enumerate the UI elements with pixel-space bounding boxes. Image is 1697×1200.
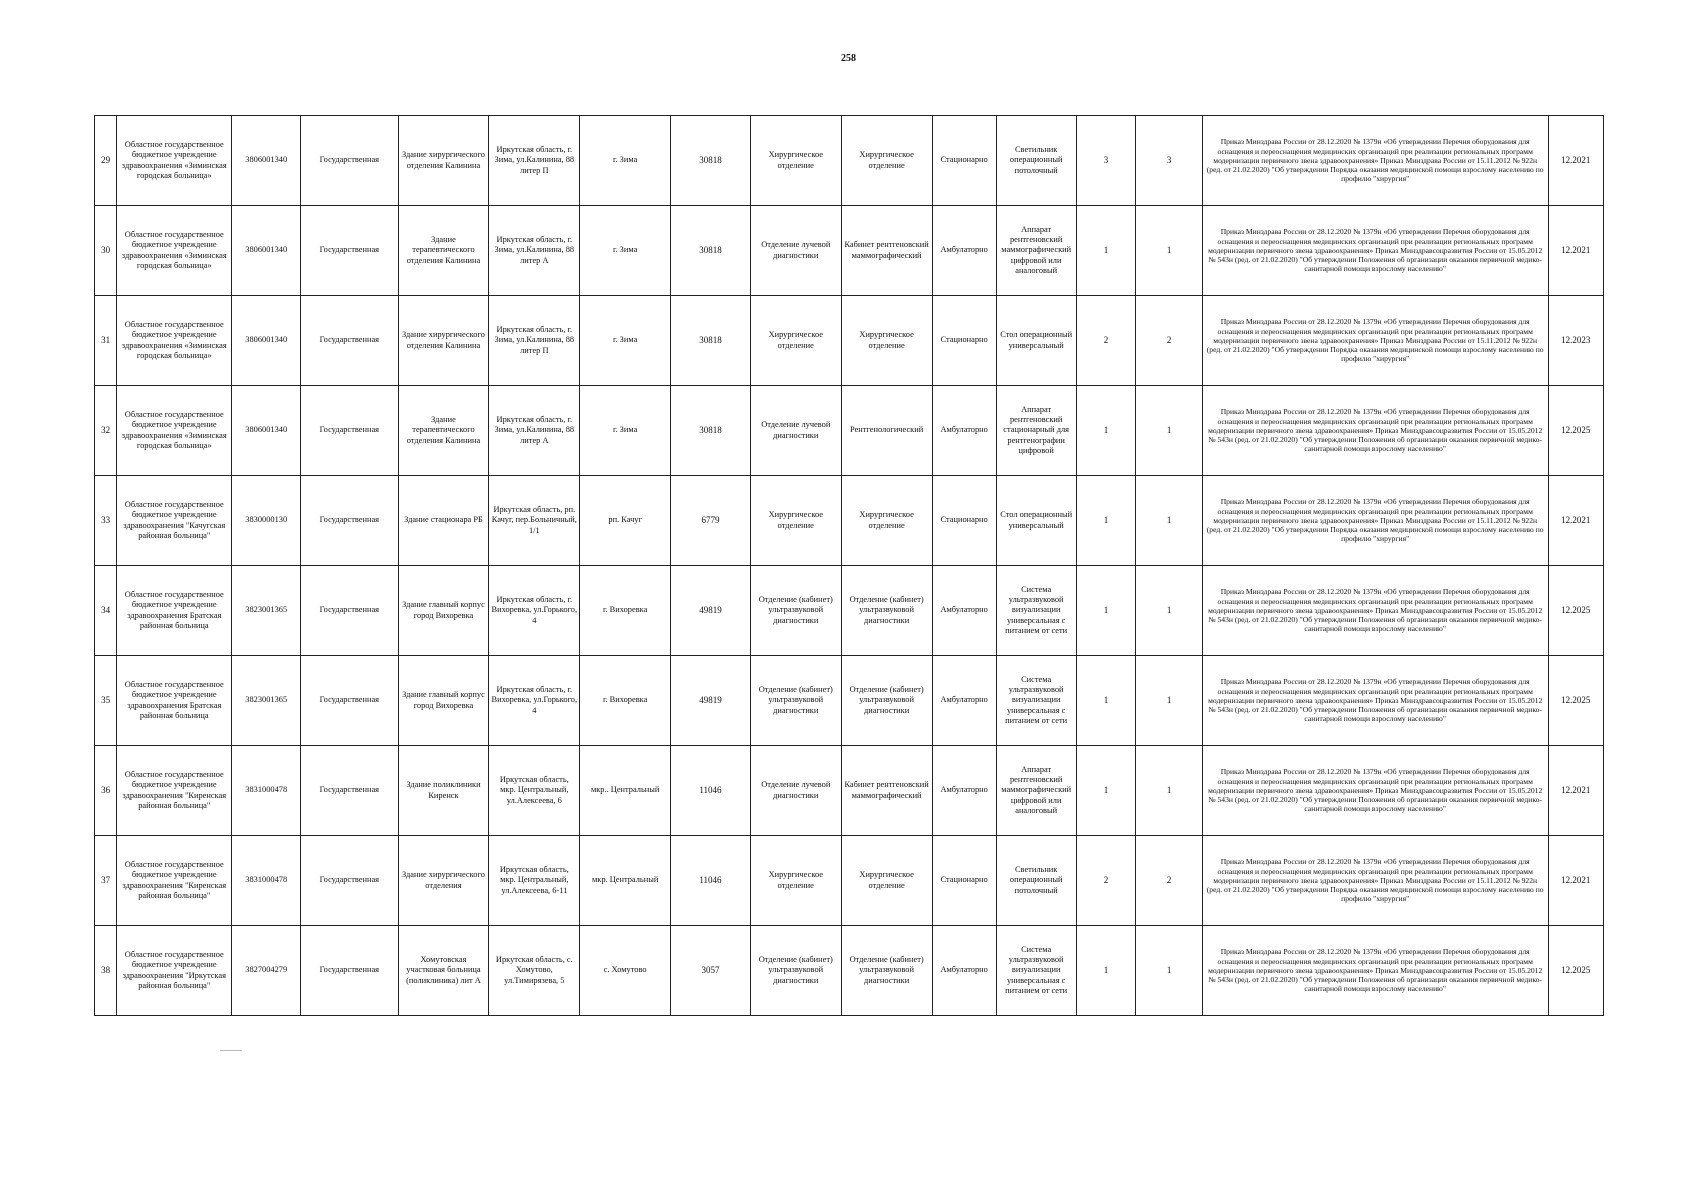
table-row bbox=[95, 566, 1604, 656]
cell-locality: мкр. Центральный bbox=[580, 836, 671, 926]
cell-population: 30818 bbox=[671, 296, 751, 386]
cell-address: Иркутская область, г. Зима, ул.Калинина, 88 литер П bbox=[489, 296, 580, 386]
cell-legal-basis: Приказ Минздрава России от 28.12.2020 № 1379н «Об утверждении Перечня оборудования для оснащения и переоснащения медицинских организаций при реализации региональных программ модернизации первичного звена здравоохранения» Приказ Минздравсоцразвития России от 15.05.2012 № 543н (ред. от 21.02.2020) "Об утверждении Положения об организации оказания первичной медико-санитарной помощи взрослому населению" bbox=[1202, 656, 1548, 746]
cell-deadline: 12.2025 bbox=[1548, 566, 1603, 656]
cell-unit-name: Хирургическое отделение bbox=[841, 296, 932, 386]
cell-inn-code: 3831000478 bbox=[232, 836, 301, 926]
cell-quantity-required: 2 bbox=[1076, 296, 1136, 386]
cell-organization-name: Областное государственное бюджетное учреждение здравоохранения «Зиминская городская больница» bbox=[117, 296, 232, 386]
table-row bbox=[95, 746, 1604, 836]
cell-unit-name: Отделение (кабинет) ультразвуковой диагностики bbox=[841, 656, 932, 746]
cell-organization-name: Областное государственное бюджетное учреждение здравоохранения «Зиминская городская больница» bbox=[117, 206, 232, 296]
cell-locality: г. Зима bbox=[580, 116, 671, 206]
cell-deadline: 12.2021 bbox=[1548, 746, 1603, 836]
cell-care-mode: Амбулаторно bbox=[932, 206, 996, 296]
cell-address: Иркутская область, рп. Качуг, пер.Больничный, 1/1 bbox=[489, 476, 580, 566]
cell-quantity-planned: 1 bbox=[1136, 206, 1202, 296]
cell-department: Отделение (кабинет) ультразвуковой диагностики bbox=[750, 926, 841, 1016]
cell-care-mode: Стационарно bbox=[932, 836, 996, 926]
cell-organization-name: Областное государственное бюджетное учреждение здравоохранения Братская районная больница bbox=[117, 566, 232, 656]
cell-department: Хирургическое отделение bbox=[750, 836, 841, 926]
cell-organization-name: Областное государственное бюджетное учреждение здравоохранения "Качугская районная больница" bbox=[117, 476, 232, 566]
cell-population: 11046 bbox=[671, 836, 751, 926]
cell-ownership-form: Государственная bbox=[301, 836, 398, 926]
cell-care-mode: Амбулаторно bbox=[932, 926, 996, 1016]
table-row bbox=[95, 926, 1604, 1016]
cell-locality: рп. Качуг bbox=[580, 476, 671, 566]
cell-inn-code: 3823001365 bbox=[232, 566, 301, 656]
cell-building-name: Здание поликлиники Киренск bbox=[398, 746, 489, 836]
cell-deadline: 12.2021 bbox=[1548, 116, 1603, 206]
cell-department: Хирургическое отделение bbox=[750, 476, 841, 566]
cell-locality: г. Вихоревка bbox=[580, 656, 671, 746]
cell-ownership-form: Государственная bbox=[301, 476, 398, 566]
cell-quantity-planned: 2 bbox=[1136, 836, 1202, 926]
table-row bbox=[95, 116, 1604, 206]
cell-unit-name: Отделение (кабинет) ультразвуковой диагностики bbox=[841, 926, 932, 1016]
scan-mark bbox=[220, 1050, 242, 1051]
cell-address: Иркутская область, с. Хомутово, ул.Тимирязева, 5 bbox=[489, 926, 580, 1016]
cell-population: 49819 bbox=[671, 656, 751, 746]
cell-equipment-name: Система ультразвуковой визуализации универсальная с питанием от сети bbox=[996, 926, 1076, 1016]
cell-equipment-name: Светильник операционный потолочный bbox=[996, 836, 1076, 926]
cell-row-number: 34 bbox=[95, 566, 117, 656]
cell-address: Иркутская область, г. Зима, ул.Калинина, 88 литер А bbox=[489, 386, 580, 476]
cell-care-mode: Амбулаторно bbox=[932, 746, 996, 836]
table-row bbox=[95, 206, 1604, 296]
cell-care-mode: Амбулаторно bbox=[932, 386, 996, 476]
cell-locality: г. Зима bbox=[580, 386, 671, 476]
cell-quantity-required: 1 bbox=[1076, 656, 1136, 746]
cell-deadline: 12.2025 bbox=[1548, 386, 1603, 476]
cell-unit-name: Отделение (кабинет) ультразвуковой диагностики bbox=[841, 566, 932, 656]
cell-row-number: 33 bbox=[95, 476, 117, 566]
cell-department: Отделение (кабинет) ультразвуковой диагностики bbox=[750, 566, 841, 656]
table-row bbox=[95, 836, 1604, 926]
cell-department: Хирургическое отделение bbox=[750, 296, 841, 386]
cell-department: Отделение лучевой диагностики bbox=[750, 386, 841, 476]
cell-ownership-form: Государственная bbox=[301, 656, 398, 746]
cell-locality: с. Хомутово bbox=[580, 926, 671, 1016]
cell-inn-code: 3827004279 bbox=[232, 926, 301, 1016]
cell-locality: мкр.. Центральный bbox=[580, 746, 671, 836]
cell-unit-name: Кабинет рентгеновский маммографический bbox=[841, 746, 932, 836]
cell-organization-name: Областное государственное бюджетное учреждение здравоохранения "Киренская районная больница" bbox=[117, 746, 232, 836]
cell-building-name: Здание хирургического отделения Калинина bbox=[398, 116, 489, 206]
cell-population: 6779 bbox=[671, 476, 751, 566]
cell-unit-name: Хирургическое отделение bbox=[841, 836, 932, 926]
cell-equipment-name: Система ультразвуковой визуализации универсальная с питанием от сети bbox=[996, 656, 1076, 746]
cell-building-name: Здание терапевтического отделения Калинина bbox=[398, 386, 489, 476]
cell-legal-basis: Приказ Минздрава России от 28.12.2020 № 1379н «Об утверждении Перечня оборудования для оснащения и переоснащения медицинских организаций при реализации региональных программ модернизации первичного звена здравоохранения» Приказ Минздрава России от 15.11.2012 № 922н (ред. от 21.02.2020) "Об утверждении Порядка оказания медицинской помощи взрослому населению по профилю "хирургия" bbox=[1202, 836, 1548, 926]
table-row bbox=[95, 386, 1604, 476]
cell-unit-name: Хирургическое отделение bbox=[841, 116, 932, 206]
table-row bbox=[95, 296, 1604, 386]
table-row bbox=[95, 476, 1604, 566]
cell-locality: г. Зима bbox=[580, 206, 671, 296]
cell-unit-name: Хирургическое отделение bbox=[841, 476, 932, 566]
cell-legal-basis: Приказ Минздрава России от 28.12.2020 № 1379н «Об утверждении Перечня оборудования для оснащения и переоснащения медицинских организаций при реализации региональных программ модернизации первичного звена здравоохранения» Приказ Минздравсоцразвития России от 15.05.2012 № 543н (ред. от 21.02.2020) "Об утверждении Положения об организации оказания первичной медико-санитарной помощи взрослому населению" bbox=[1202, 206, 1548, 296]
cell-legal-basis: Приказ Минздрава России от 28.12.2020 № 1379н «Об утверждении Перечня оборудования для оснащения и переоснащения медицинских организаций при реализации региональных программ модернизации первичного звена здравоохранения» Приказ Минздравсоцразвития России от 15.05.2012 № 543н (ред. от 21.02.2020) "Об утверждении Положения об организации оказания первичной медико-санитарной помощи взрослому населению" bbox=[1202, 746, 1548, 836]
cell-row-number: 35 bbox=[95, 656, 117, 746]
cell-building-name: Здание хирургического отделения Калинина bbox=[398, 296, 489, 386]
cell-department: Отделение (кабинет) ультразвуковой диагностики bbox=[750, 656, 841, 746]
cell-population: 30818 bbox=[671, 116, 751, 206]
cell-quantity-planned: 1 bbox=[1136, 476, 1202, 566]
cell-care-mode: Амбулаторно bbox=[932, 566, 996, 656]
table-body bbox=[95, 116, 1604, 1016]
cell-quantity-required: 1 bbox=[1076, 926, 1136, 1016]
cell-deadline: 12.2021 bbox=[1548, 836, 1603, 926]
cell-address: Иркутская область, г. Вихоревка, ул.Горького, 4 bbox=[489, 656, 580, 746]
cell-quantity-planned: 3 bbox=[1136, 116, 1202, 206]
cell-organization-name: Областное государственное бюджетное учреждение здравоохранения "Киренская районная больница" bbox=[117, 836, 232, 926]
cell-row-number: 30 bbox=[95, 206, 117, 296]
cell-ownership-form: Государственная bbox=[301, 296, 398, 386]
cell-legal-basis: Приказ Минздрава России от 28.12.2020 № 1379н «Об утверждении Перечня оборудования для оснащения и переоснащения медицинских организаций при реализации региональных программ модернизации первичного звена здравоохранения» Приказ Минздрава России от 15.11.2012 № 922н (ред. от 21.02.2020) "Об утверждении Порядка оказания медицинской помощи взрослому населению по профилю "хирургия" bbox=[1202, 116, 1548, 206]
cell-equipment-name: Аппарат рентгеновский маммографический цифровой или аналоговый bbox=[996, 746, 1076, 836]
cell-address: Иркутская область, мкр. Центральный, ул.Алексеева, 6-11 bbox=[489, 836, 580, 926]
cell-care-mode: Стационарно bbox=[932, 116, 996, 206]
cell-ownership-form: Государственная bbox=[301, 206, 398, 296]
cell-unit-name: Кабинет рентгеновский маммографический bbox=[841, 206, 932, 296]
cell-quantity-planned: 1 bbox=[1136, 926, 1202, 1016]
cell-population: 3057 bbox=[671, 926, 751, 1016]
cell-legal-basis: Приказ Минздрава России от 28.12.2020 № 1379н «Об утверждении Перечня оборудования для оснащения и переоснащения медицинских организаций при реализации региональных программ модернизации первичного звена здравоохранения» Приказ Минздравсоцразвития России от 15.05.2012 № 543н (ред. от 21.02.2020) "Об утверждении Положения об организации оказания первичной медико-санитарной помощи взрослому населению" bbox=[1202, 386, 1548, 476]
cell-ownership-form: Государственная bbox=[301, 566, 398, 656]
table-row bbox=[95, 656, 1604, 746]
cell-care-mode: Стационарно bbox=[932, 296, 996, 386]
cell-department: Хирургическое отделение bbox=[750, 116, 841, 206]
cell-population: 30818 bbox=[671, 386, 751, 476]
cell-deadline: 12.2021 bbox=[1548, 206, 1603, 296]
cell-locality: г. Зима bbox=[580, 296, 671, 386]
cell-locality: г. Вихоревка bbox=[580, 566, 671, 656]
cell-ownership-form: Государственная bbox=[301, 386, 398, 476]
cell-quantity-required: 3 bbox=[1076, 116, 1136, 206]
cell-organization-name: Областное государственное бюджетное учреждение здравоохранения Братская районная больница bbox=[117, 656, 232, 746]
cell-deadline: 12.2021 bbox=[1548, 476, 1603, 566]
cell-inn-code: 3806001340 bbox=[232, 296, 301, 386]
cell-building-name: Здание главный корпус город Вихоревка bbox=[398, 656, 489, 746]
cell-address: Иркутская область, мкр. Центральный, ул.Алексеева, 6 bbox=[489, 746, 580, 836]
cell-row-number: 31 bbox=[95, 296, 117, 386]
cell-legal-basis: Приказ Минздрава России от 28.12.2020 № 1379н «Об утверждении Перечня оборудования для оснащения и переоснащения медицинских организаций при реализации региональных программ модернизации первичного звена здравоохранения» Приказ Минздравсоцразвития России от 15.05.2012 № 543н (ред. от 21.02.2020) "Об утверждении Положения об организации оказания первичной медико-санитарной помощи взрослому населению" bbox=[1202, 566, 1548, 656]
cell-equipment-name: Стол операционный универсальный bbox=[996, 476, 1076, 566]
cell-row-number: 29 bbox=[95, 116, 117, 206]
page-number: 258 bbox=[841, 53, 856, 64]
cell-quantity-required: 1 bbox=[1076, 476, 1136, 566]
cell-quantity-required: 1 bbox=[1076, 566, 1136, 656]
cell-legal-basis: Приказ Минздрава России от 28.12.2020 № 1379н «Об утверждении Перечня оборудования для оснащения и переоснащения медицинских организаций при реализации региональных программ модернизации первичного звена здравоохранения» Приказ Минздрава России от 15.11.2012 № 922н (ред. от 21.02.2020) "Об утверждении Порядка оказания медицинской помощи взрослому населению по профилю "хирургия" bbox=[1202, 296, 1548, 386]
cell-row-number: 37 bbox=[95, 836, 117, 926]
cell-population: 30818 bbox=[671, 206, 751, 296]
cell-deadline: 12.2025 bbox=[1548, 926, 1603, 1016]
cell-inn-code: 3831000478 bbox=[232, 746, 301, 836]
cell-address: Иркутская область, г. Зима, ул.Калинина, 88 литер П bbox=[489, 116, 580, 206]
cell-unit-name: Рентгенологический bbox=[841, 386, 932, 476]
cell-quantity-required: 1 bbox=[1076, 206, 1136, 296]
cell-department: Отделение лучевой диагностики bbox=[750, 746, 841, 836]
cell-row-number: 38 bbox=[95, 926, 117, 1016]
cell-equipment-name: Светильник операционный потолочный bbox=[996, 116, 1076, 206]
cell-building-name: Здание главный корпус город Вихоревка bbox=[398, 566, 489, 656]
cell-inn-code: 3806001340 bbox=[232, 386, 301, 476]
cell-quantity-planned: 1 bbox=[1136, 386, 1202, 476]
cell-quantity-required: 2 bbox=[1076, 836, 1136, 926]
cell-building-name: Здание стационара РБ bbox=[398, 476, 489, 566]
cell-ownership-form: Государственная bbox=[301, 116, 398, 206]
cell-equipment-name: Аппарат рентгеновский маммографический цифровой или аналоговый bbox=[996, 206, 1076, 296]
cell-organization-name: Областное государственное бюджетное учреждение здравоохранения «Зиминская городская больница» bbox=[117, 116, 232, 206]
cell-row-number: 36 bbox=[95, 746, 117, 836]
cell-row-number: 32 bbox=[95, 386, 117, 476]
cell-building-name: Здание хирургического отделения bbox=[398, 836, 489, 926]
cell-legal-basis: Приказ Минздрава России от 28.12.2020 № 1379н «Об утверждении Перечня оборудования для оснащения и переоснащения медицинских организаций при реализации региональных программ модернизации первичного звена здравоохранения» Приказ Минздрава России от 15.11.2012 № 922н (ред. от 21.02.2020) "Об утверждении Порядка оказания медицинской помощи взрослому населению по профилю "хирургия" bbox=[1202, 476, 1548, 566]
cell-department: Отделение лучевой диагностики bbox=[750, 206, 841, 296]
cell-quantity-planned: 1 bbox=[1136, 566, 1202, 656]
cell-quantity-planned: 1 bbox=[1136, 656, 1202, 746]
cell-care-mode: Стационарно bbox=[932, 476, 996, 566]
cell-inn-code: 3806001340 bbox=[232, 116, 301, 206]
cell-equipment-name: Аппарат рентгеновский стационарный для рентгенографии цифровой bbox=[996, 386, 1076, 476]
cell-ownership-form: Государственная bbox=[301, 746, 398, 836]
cell-address: Иркутская область, г. Вихоревка, ул.Горького, 4 bbox=[489, 566, 580, 656]
cell-deadline: 12.2023 bbox=[1548, 296, 1603, 386]
cell-organization-name: Областное государственное бюджетное учреждение здравоохранения «Зиминская городская больница» bbox=[117, 386, 232, 476]
cell-inn-code: 3823001365 bbox=[232, 656, 301, 746]
cell-inn-code: 3806001340 bbox=[232, 206, 301, 296]
cell-quantity-planned: 1 bbox=[1136, 746, 1202, 836]
cell-population: 49819 bbox=[671, 566, 751, 656]
cell-quantity-required: 1 bbox=[1076, 386, 1136, 476]
cell-legal-basis: Приказ Минздрава России от 28.12.2020 № 1379н «Об утверждении Перечня оборудования для оснащения и переоснащения медицинских организаций при реализации региональных программ модернизации первичного звена здравоохранения» Приказ Минздравсоцразвития России от 15.05.2012 № 543н (ред. от 21.02.2020) "Об утверждении Положения об организации оказания первичной медико-санитарной помощи взрослому населению" bbox=[1202, 926, 1548, 1016]
cell-inn-code: 3830000130 bbox=[232, 476, 301, 566]
cell-building-name: Здание терапевтического отделения Калинина bbox=[398, 206, 489, 296]
cell-care-mode: Амбулаторно bbox=[932, 656, 996, 746]
cell-equipment-name: Стол операционный универсальный bbox=[996, 296, 1076, 386]
cell-quantity-planned: 2 bbox=[1136, 296, 1202, 386]
cell-address: Иркутская область, г. Зима, ул.Калинина, 88 литер А bbox=[489, 206, 580, 296]
cell-ownership-form: Государственная bbox=[301, 926, 398, 1016]
cell-building-name: Хомутовская участковая больница (поликлиника) лит А bbox=[398, 926, 489, 1016]
cell-organization-name: Областное государственное бюджетное учреждение здравоохранения "Иркутская районная больница" bbox=[117, 926, 232, 1016]
equipment-table bbox=[94, 115, 1604, 1016]
cell-equipment-name: Система ультразвуковой визуализации универсальная с питанием от сети bbox=[996, 566, 1076, 656]
cell-quantity-required: 1 bbox=[1076, 746, 1136, 836]
cell-deadline: 12.2025 bbox=[1548, 656, 1603, 746]
cell-population: 11046 bbox=[671, 746, 751, 836]
